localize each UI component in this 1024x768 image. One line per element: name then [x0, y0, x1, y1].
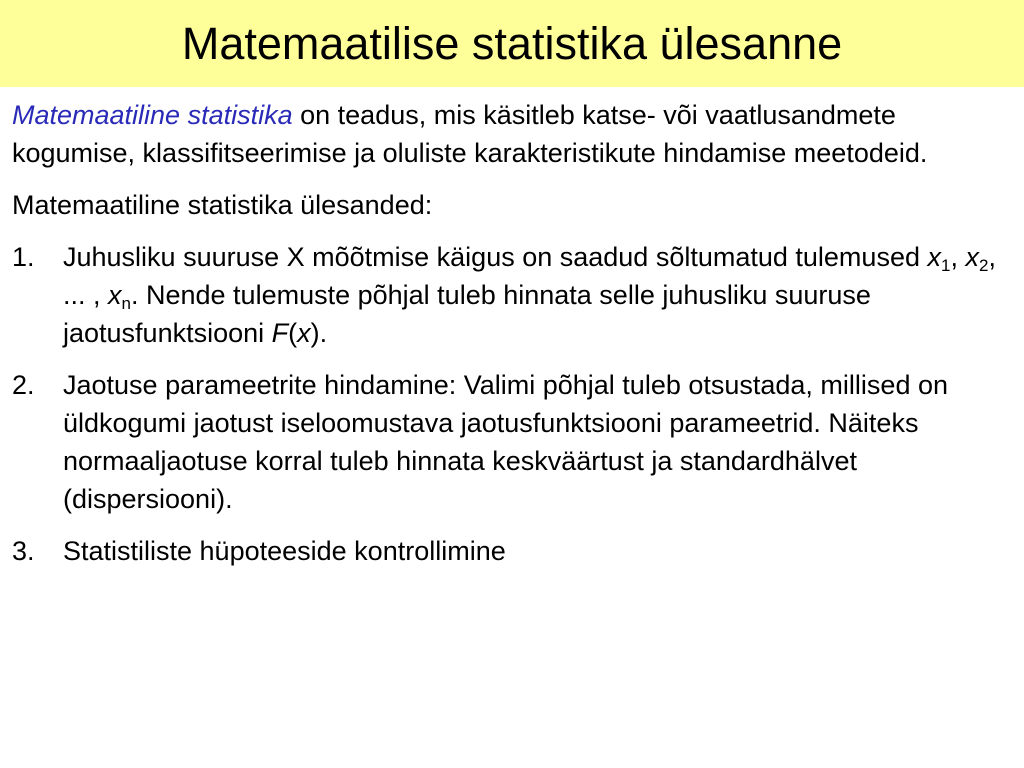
list-item — [12, 238, 1012, 352]
slide-content — [12, 96, 1012, 584]
paren: ). — [310, 318, 328, 348]
tasks-heading: Matemaatiline statistika ülesanded: — [12, 190, 433, 220]
item-text: Jaotuse parameetrite hindamine: Valimi põhjal tuleb otsustada, millised on üldkogumi jaotust iseloomustava jaotusfunktsiooni parameetrid. Näiteks normaaljaotuse korral tuleb hinnata keskväärtust ja standardhälvet (dispersiooni). — [63, 370, 948, 514]
definition-term: Matemaatiline statistika — [12, 100, 293, 130]
definition-text: on teadus, mis käsitleb katse- või vaatlusandmete kogumise, klassifitseerimise ja oluliste karakteristikute hindamise meetodeid. — [12, 100, 928, 168]
variable-x: x — [927, 242, 941, 272]
variable-x: x — [965, 242, 979, 272]
item-text: Statistiliste hüpoteeside kontrollimine — [63, 536, 506, 566]
function-arg: x — [297, 318, 311, 348]
tasks-list — [12, 238, 1012, 570]
subscript: 2 — [978, 256, 989, 275]
slide-title: Matemaatilise statistika ülesanne — [181, 18, 843, 69]
item-text: . Nende tulemuste põhjal tuleb hinnata selle juhusliku suuruse jaotusfunktsiooni — [63, 280, 871, 348]
subscript: 1 — [940, 256, 951, 275]
list-number: 2. — [12, 370, 35, 400]
function-name: F — [271, 318, 289, 348]
separator: , — [950, 242, 966, 272]
item-text: Juhusliku suuruse X mõõtmise käigus on saadud sõltumatud tulemused — [63, 242, 928, 272]
list-number: 1. — [12, 242, 35, 272]
list-item — [12, 366, 1012, 518]
paren: ( — [288, 318, 298, 348]
definition-paragraph — [12, 96, 1012, 172]
subscript: n — [121, 294, 131, 313]
variable-x: x — [108, 280, 122, 310]
title-bar — [0, 0, 1024, 87]
list-number: 3. — [12, 536, 35, 566]
list-item — [12, 532, 1012, 570]
separator: , ... , — [63, 242, 996, 310]
